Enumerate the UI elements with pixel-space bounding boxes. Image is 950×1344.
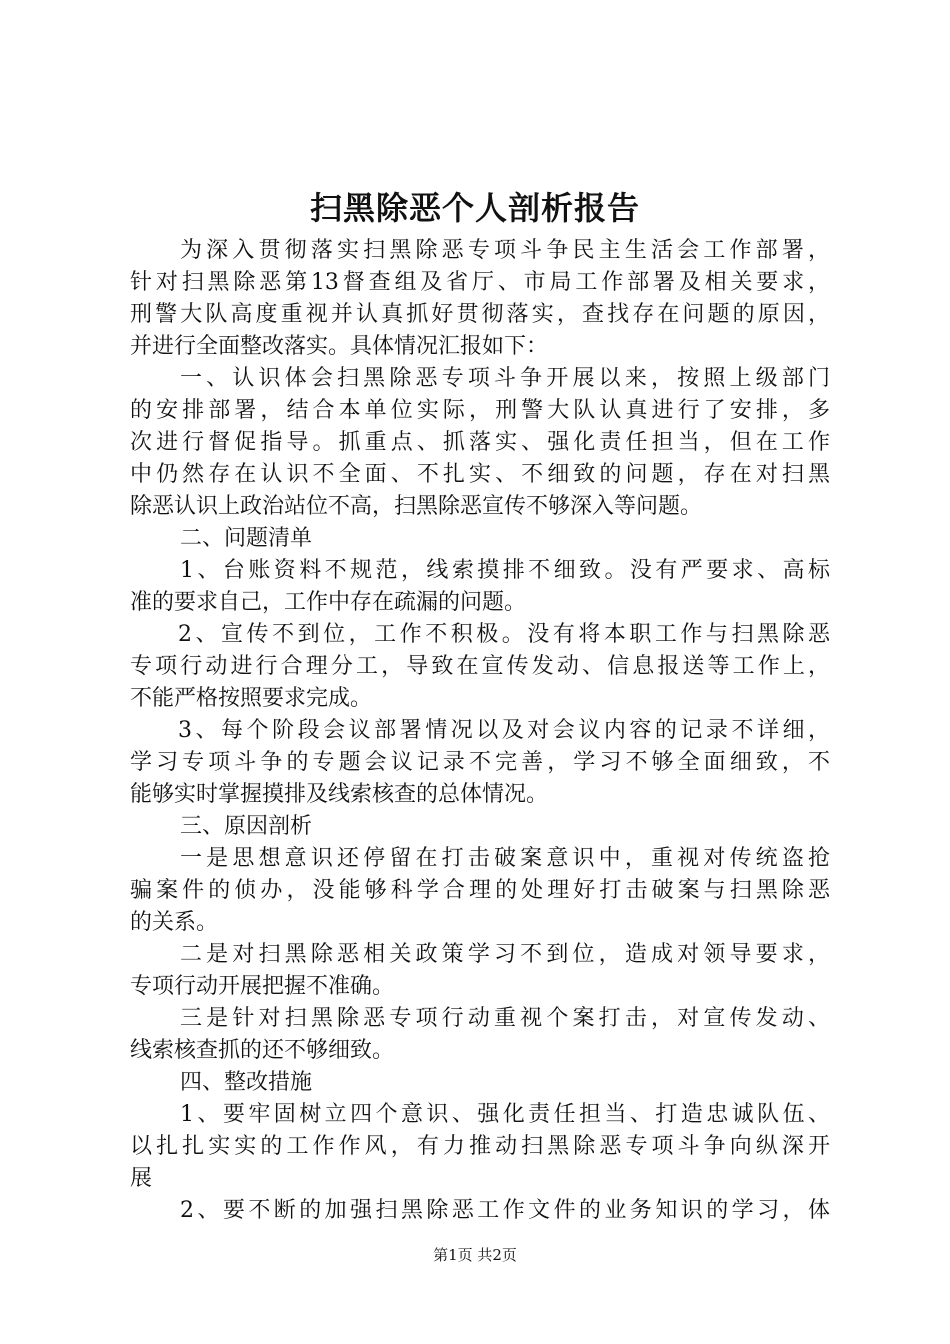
text-line: 刑警大队高度重视并认真抓好贯彻落实，查找存在问题的原因，: [130, 302, 830, 327]
text-line: 并进行全面整改落实。具体情况汇报如下：: [130, 334, 549, 359]
text-line: 1、台账资料不规范，线索摸排不细致。没有严要求、高标: [180, 558, 830, 583]
text-line: 线索核查抓的还不够细致。: [130, 1038, 395, 1063]
text-line: 2、要不断的加强扫黑除恶工作文件的业务知识的学习，体: [180, 1198, 830, 1223]
text-line: 不能严格按照要求完成。: [130, 686, 373, 711]
text-line: 能够实时掌握摸排及线索核查的总体情况。: [130, 782, 549, 807]
text-line: 专项行动进行合理分工，导致在宣传发动、信息报送等工作上，: [130, 654, 830, 679]
text-line: 四、整改措施: [180, 1070, 313, 1095]
text-line: 骗案件的侦办，没能够科学合理的处理好打击破案与扫黑除恶: [130, 878, 830, 903]
text-line: 专项行动开展把握不准确。: [130, 974, 395, 999]
text-line: 针对扫黑除恶第13督查组及省厅、市局工作部署及相关要求，: [130, 270, 830, 295]
text-line: 展: [130, 1166, 153, 1191]
page-footer: 第1页 共2页: [433, 1246, 517, 1264]
text-line: 三、原因剖析: [180, 814, 313, 839]
text-line: 1、要牢固树立四个意识、强化责任担当、打造忠诚队伍、: [180, 1102, 830, 1127]
text-line: 除恶认识上政治站位不高，扫黑除恶宣传不够深入等问题。: [130, 494, 703, 519]
text-line: 一是思想意识还停留在打击破案意识中，重视对传统盗抢: [180, 846, 830, 871]
text-line: 的安排部署，结合本单位实际，刑警大队认真进行了安排，多: [130, 398, 830, 423]
text-line: 的关系。: [130, 910, 219, 935]
text-line: 2、宣传不到位，工作不积极。没有将本职工作与扫黑除恶: [178, 622, 830, 647]
text-line: 一、认识体会扫黑除恶专项斗争开展以来，按照上级部门: [180, 366, 830, 391]
text-line: 二是对扫黑除恶相关政策学习不到位，造成对领导要求，: [180, 942, 830, 967]
text-line: 以扎扎实实的工作作风，有力推动扫黑除恶专项斗争向纵深开: [130, 1134, 830, 1159]
document-title: 扫黑除恶个人剖析报告: [309, 189, 640, 227]
document-body: [130, 235, 830, 1227]
text-line: 准的要求自己，工作中存在疏漏的问题。: [130, 590, 527, 615]
text-line: 学习专项斗争的专题会议记录不完善，学习不够全面细致，不: [130, 750, 830, 775]
text-line: 为深入贯彻落实扫黑除恶专项斗争民主生活会工作部署，: [180, 238, 830, 263]
text-line: 中仍然存在认识不全面、不扎实、不细致的问题，存在对扫黑: [130, 462, 830, 487]
text-line: 三是针对扫黑除恶专项行动重视个案打击，对宣传发动、: [180, 1006, 830, 1031]
text-line: 二、问题清单: [180, 526, 313, 551]
text-line: 3、每个阶段会议部署情况以及对会议内容的记录不详细，: [178, 718, 830, 743]
text-line: 次进行督促指导。抓重点、抓落实、强化责任担当，但在工作: [130, 430, 830, 455]
